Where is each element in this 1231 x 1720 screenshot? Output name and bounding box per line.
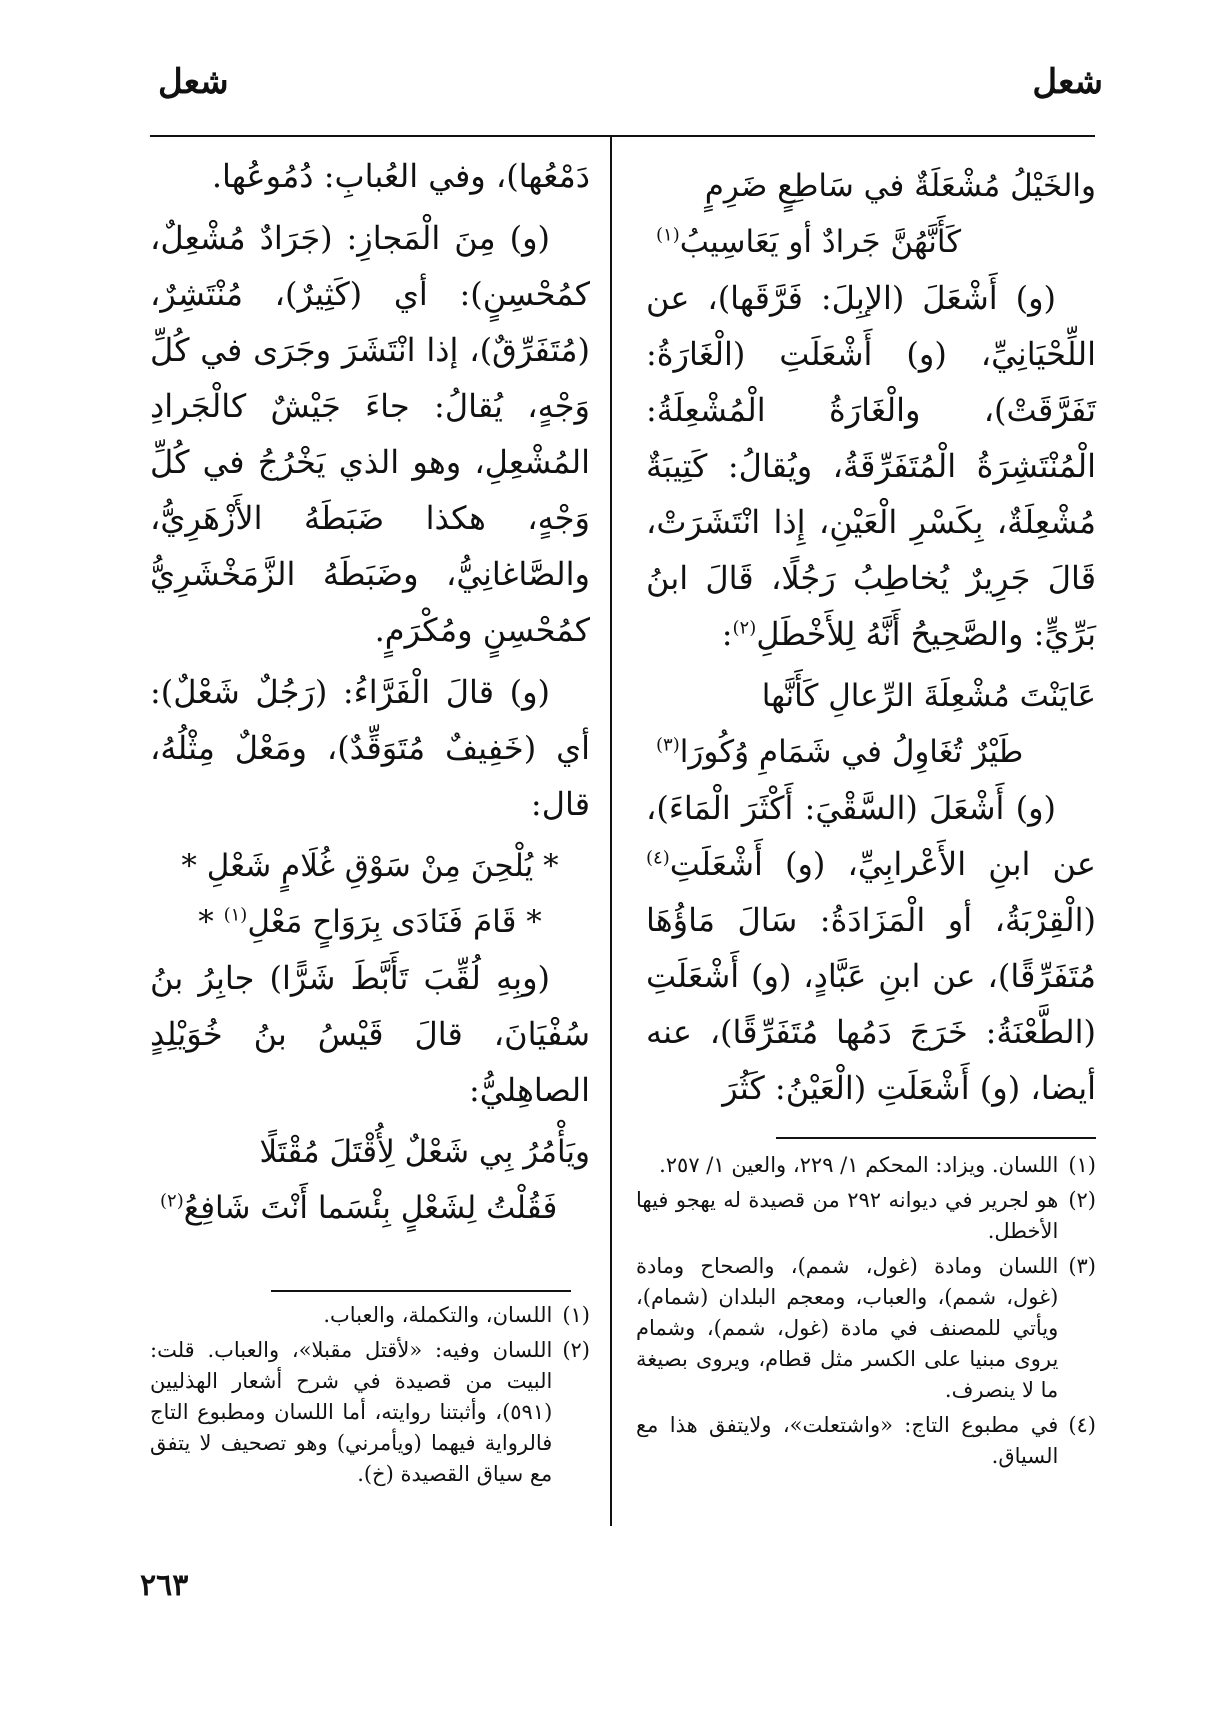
- footnote: (٢) هو لجرير في ديوانه ٢٩٢ من قصيدة له يهجو فيها الأخطل.: [636, 1188, 1096, 1243]
- verse-hemistich: عَايَنْتَ مُشْعِلَةَ الرِّعالِ كَأَنَّها: [761, 678, 1096, 714]
- entry-paragraph: دَمْعُها)، وفي العُبابِ: دُمُوعُها.: [211, 157, 590, 195]
- footnote-rule: [776, 1137, 1096, 1139]
- verse-hemistich: ويَأْمُرُ بِي شَعْلٌ لِأُقْتَلَ مُقْتَلًا: [259, 1134, 590, 1170]
- column-divider: [610, 136, 612, 1526]
- running-head-right: شعل: [1032, 62, 1103, 102]
- footnote-ref: (٢): [732, 617, 757, 639]
- right-column: [646, 158, 1096, 1122]
- verse-hemistich: كَأَنَّهُنَّ جَرادٌ أو يَعَاسِيبُ$^{(١)}$: [656, 224, 962, 260]
- footnote-ref: (٣): [656, 734, 680, 756]
- footnotes-left: [150, 1300, 590, 1494]
- footnote: (٤) في مطبوع التاج: «واشتعلت»، ولايتفق هذا مع السياق.: [636, 1413, 1096, 1468]
- footnote: (١) اللسان. ويزاد: المحكم ١/ ٢٢٩، والعين ١/ ٢٥٧.: [659, 1153, 1096, 1177]
- rajaz-line: * يُلْحِنَ مِنْ سَوْقِ غُلَامٍ شَعْلِ *: [181, 848, 559, 884]
- verse-hemistich: طَيْرٌ تُغَاوِلُ في شَمَامِ وُكُورَا$^{(٣)}$: [656, 734, 1024, 770]
- footnote-ref: (٢): [160, 1190, 184, 1212]
- footnote-rule: [271, 1290, 571, 1292]
- footnote: (٢) اللسان وفيه: «لأقتل مقبلا»، والعباب. قلت: البيت من قصيدة في شرح أشعار الهذليين (٥٩١)، وأثبتنا روايته، أما اللسان ومطبوع التاج فالرواية فيهما (ويأمرني) وهو تصحيف لا يتفق مع سياق القصيدة (خ).: [150, 1338, 590, 1486]
- page-number: ٢٦٣: [140, 1568, 189, 1603]
- rajaz-line: * قَامَ فَنَادَى بِرَوَاحٍ مَعْلِ$^{(١)}$ *: [198, 904, 542, 940]
- footnote-ref: (٤): [646, 847, 670, 869]
- header-rule: [150, 135, 1095, 137]
- footnote-ref: (١): [656, 224, 680, 246]
- entry-paragraph: (وبِهِ لُقِّبَ تَأَبَّطَ شَرًّا) جابِرُ بنُ سُفْيَانَ، قالَ قَيْسُ بنُ خُوَيْلِدٍ الصاهِليُّ:: [150, 959, 590, 1109]
- entry-paragraph: (و) أَشْعَلَ (الإبِلَ: فَرَّقَها)، عن اللِّحْيَانِيِّ، (و) أَشْعَلَتِ (الْغَارَةُ: تَفَرَّقَتْ)، والْغَارَةُ الْمُشْعِلَةُ: الْمُنْتَشِرَةُ الْمُتَفَرِّقَةُ، ويُقالُ: كَتِيبَةٌ مُشْعِلَةٌ، بِكَسْرِ الْعَيْنِ، إِذا انْتَشَرَتْ، قَالَ جَرِيرٌ يُخاطِبُ رَجُلًا، قَالَ ابنُ بَرِّيٍّ: والصَّحِيحُ أَنَّهُ لِلأَخْطَلِ$^{(٢)}$:: [646, 279, 1096, 653]
- entry-paragraph: (و) مِنَ الْمَجازِ: (جَرَادٌ مُشْعِلٌ، كمُحْسِنٍ): أي (كَثِيرٌ)، مُنْتَشِرٌ، (مُتَفَرِّقٌ)، إذا انْتَشَرَ وجَرَى في كُلِّ وَجْهٍ، يُقالُ: جاءَ جَيْشٌ كالْجَرادِ المُشْعِلِ، وهو الذي يَخْرُجُ في كُلِّ وَجْهٍ، هكذا ضَبَطَهُ الأَزْهَرِيُّ، والصَّاغانِيُّ، وضَبَطَهُ الزَّمَخْشَرِيُّ كمُحْسِنٍ ومُكْرَمٍ.: [150, 219, 590, 649]
- running-head-left: شعل: [158, 62, 229, 102]
- entry-paragraph: (و) أَشْعَلَ (السَّقْيَ: أَكْثَرَ الْمَاءَ)، عن ابنِ الأَعْرابِيِّ، (و) أَشْعَلَتِ$^{(٤)}$ (الْقِرْبَةُ، أو الْمَزَادَةُ: سَالَ مَاؤُهَا مُتَفَرِّقًا)، عن ابنِ عَبَّادٍ، (و) أَشْعَلَتِ (الطَّعْنَةُ: خَرَجَ دَمُها مُتَفَرِّقًا)، عنه أيضا، (و) أَشْعَلَتِ (الْعَيْنُ: كَثُرَ: [646, 789, 1096, 1107]
- verse-hemistich: فَقُلْتُ لِشَعْلٍ بِئْسَما أَنْتَ شَافِعُ$^{(٢)}$: [160, 1190, 558, 1226]
- left-column: [150, 148, 590, 1236]
- footnote: (١) اللسان، والتكملة، والعباب.: [323, 1303, 590, 1327]
- footnotes-right: [636, 1150, 1096, 1476]
- footnote-ref: (١): [223, 904, 248, 926]
- entry-paragraph: (و) قالَ الْفَرَّاءُ: (رَجُلٌ شَعْلٌ): أي (خَفِيفٌ مُتَوَقِّدٌ)، ومَعْلٌ مِثْلُهُ، قال:: [150, 673, 590, 823]
- footnote: (٣) اللسان ومادة (غول، شمم)، والصحاح ومادة (غول، شمم)، والعباب، ومعجم البلدان (شمام)، ويأتي للمصنف في مادة (غول، شمم)، وشمام يروى مبنيا على الكسر مثل قطام، ويروى بصيغة ما لا ينصرف.: [636, 1254, 1096, 1402]
- verse-hemistich: والخَيْلُ مُشْعَلَةٌ في سَاطِعٍ ضَرِمٍ: [704, 168, 1096, 204]
